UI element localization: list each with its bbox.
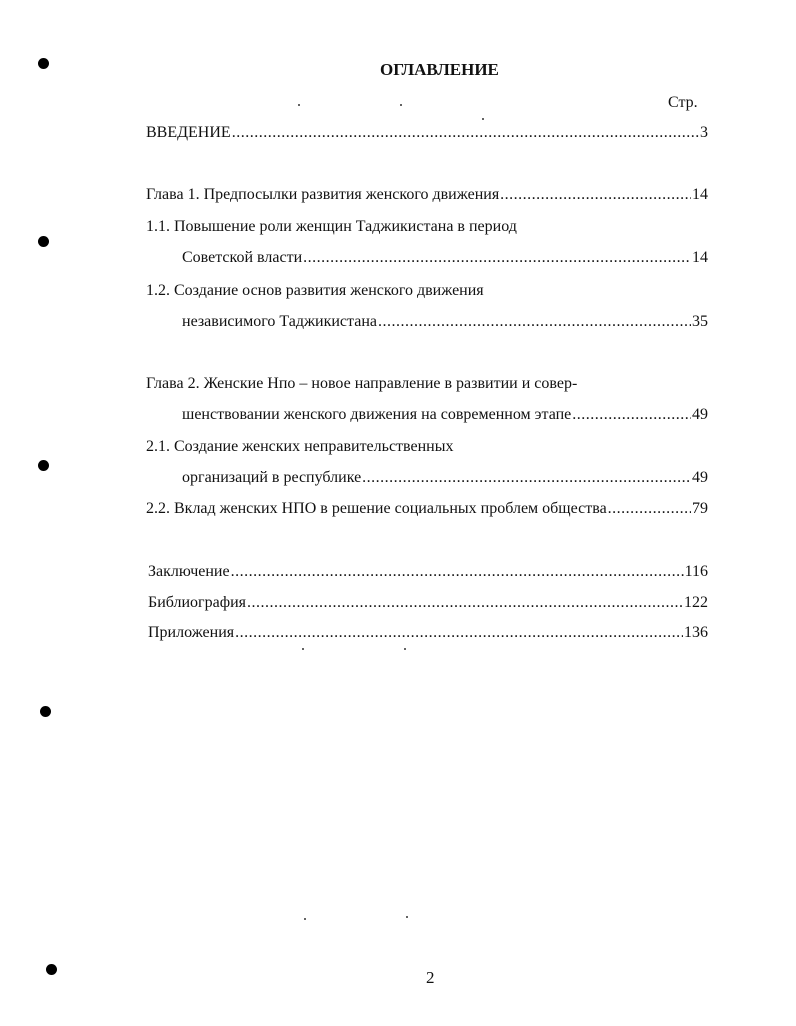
toc-entry-text: независимого Таджикистана	[182, 313, 377, 330]
toc-leader-dots	[231, 563, 684, 581]
page-number: 2	[426, 968, 435, 987]
toc-entry-page: 136	[684, 624, 708, 641]
toc-entry-bibliography	[148, 594, 708, 614]
scan-speck	[400, 104, 402, 106]
scan-speck	[302, 648, 304, 650]
toc-entry-page: 79	[692, 500, 708, 517]
toc-entry-page: 116	[684, 563, 708, 580]
scan-speck	[406, 916, 408, 918]
toc-leader-dots	[572, 406, 691, 424]
toc-entry-page: 14	[692, 249, 708, 266]
toc-entry-text: Приложения	[148, 624, 235, 641]
toc-entry-1-1-line1: 1.1. Повышение роли женщин Таджикистана в период	[146, 218, 517, 235]
toc-entry-1-2-line1: 1.2. Создание основ развития женского движения	[146, 282, 484, 299]
toc-entry-page: 14	[692, 186, 708, 203]
toc-entry-text: Глава 1. Предпосылки развития женского движения	[146, 186, 500, 203]
toc-entry-chapter-2-line1: Глава 2. Женские Нпо – новое направление в развитии и совер-	[146, 375, 578, 392]
toc-leader-dots	[232, 124, 699, 142]
toc-entry-intro	[146, 124, 708, 144]
toc-leader-dots	[500, 186, 691, 204]
toc-leader-dots	[247, 594, 683, 612]
toc-leader-dots	[362, 469, 691, 487]
toc-entry-conclusion	[148, 563, 708, 583]
toc-entry-appendix	[148, 624, 708, 644]
toc-entry-chapter-2	[182, 406, 708, 426]
scan-speck	[304, 918, 306, 920]
page-title: ОГЛАВЛЕНИЕ	[380, 60, 499, 79]
toc-leader-dots	[303, 249, 691, 267]
scan-speck	[404, 648, 406, 650]
scan-speck	[298, 104, 300, 106]
toc-entry-1-2	[182, 313, 708, 333]
toc-entry-text: 2.2. Вклад женских НПО в решение социальных проблем общества	[146, 500, 607, 517]
toc-entry-text: шенствовании женского движения на современном этапе	[182, 406, 572, 423]
pages-column-header: Стр.	[668, 94, 698, 111]
toc-leader-dots	[608, 500, 691, 518]
toc-entry-text: Библиография	[148, 594, 246, 611]
binder-hole-2	[38, 236, 49, 247]
binder-hole-1	[38, 58, 49, 69]
toc-entry-page: 3	[700, 124, 708, 141]
toc-entry-text: Заключение	[148, 563, 230, 580]
toc-entry-2-2	[146, 500, 708, 520]
toc-entry-2-1	[182, 469, 708, 489]
toc-entry-page: 122	[684, 594, 708, 611]
toc-entry-text: организаций в республике	[182, 469, 362, 486]
binder-hole-3	[38, 460, 49, 471]
toc-entry-page: 49	[692, 469, 708, 486]
binder-hole-5	[46, 964, 57, 975]
toc-entry-page: 35	[692, 313, 708, 330]
toc-entry-page: 49	[692, 406, 708, 423]
binder-hole-4	[40, 706, 51, 717]
toc-entry-2-1-line1: 2.1. Создание женских неправительственных	[146, 438, 454, 455]
toc-entry-chapter-1	[146, 186, 708, 206]
toc-leader-dots	[378, 313, 691, 331]
toc-entry-text: Советской власти	[182, 249, 303, 266]
toc-entry-1-1	[182, 249, 708, 269]
toc-entry-text: ВВЕДЕНИЕ	[146, 124, 231, 141]
toc-leader-dots	[235, 624, 683, 642]
scan-speck	[482, 118, 484, 120]
